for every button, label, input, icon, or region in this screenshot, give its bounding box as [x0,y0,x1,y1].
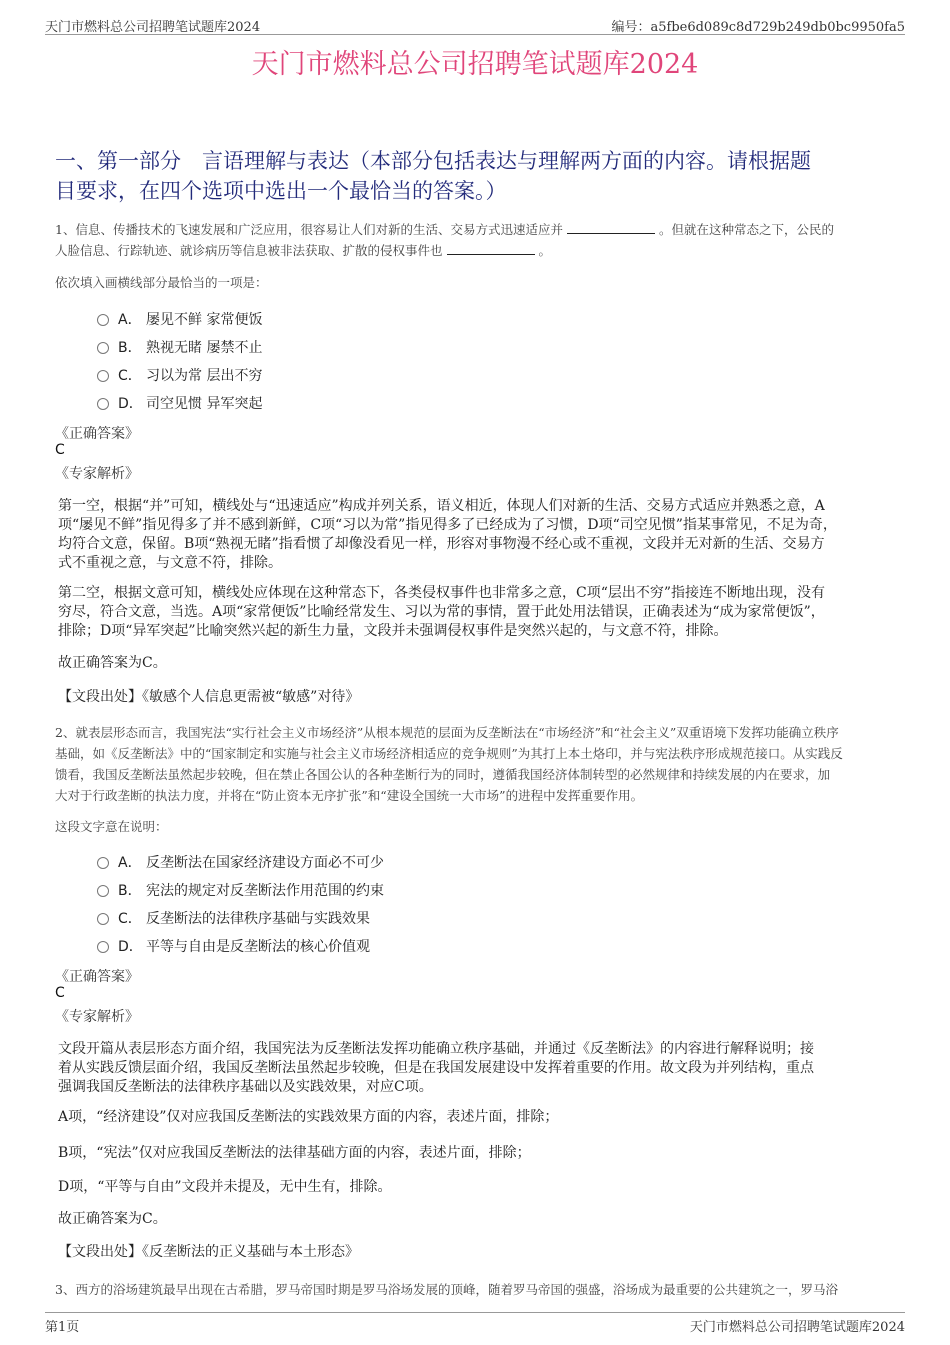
section-heading-line1: 一、第一部分 言语理解与表达（本部分包括表达与理解两方面的内容。请根据题 [55,149,811,173]
option-text: 习以为常 层出不穷 [146,368,263,384]
option-key: C． [118,368,142,384]
document-title: 天门市燃料总公司招聘笔试题库2024 [251,49,699,80]
q1-prompt: 依次填入画横线部分最恰当的一项是： [55,275,268,290]
q2-line: 大对于行政垄断的执法力度，并将在“防止资本无序扩张”和“建设全国统一大市场”的进程中发挥重要作用。 [55,788,644,803]
q2-option-d[interactable] [97,936,370,956]
q2-answer: C [55,985,65,1001]
question-1-stem [55,219,895,261]
q1-conclusion: 故正确答案为C。 [58,655,167,671]
analysis-line: 着从实践反馈层面介绍，我国反垄断法虽然起步较晚，但是在我国发展建设中发挥着重要的作用。故文段为并列结构，重点 [58,1060,814,1076]
q1-analysis-label: 《专家解析》 [55,466,139,482]
q1-text-c: 人脸信息、行踪轨迹、就诊病历等信息被非法获取、扩散的侵权事件也 [55,243,443,258]
section-heading [55,146,895,206]
q2-conclusion: 故正确答案为C。 [58,1211,167,1227]
q2-analysis-label: 《专家解析》 [55,1009,139,1025]
option-text: 司空见惯 异军突起 [146,396,263,412]
q2-answer-label: 《正确答案》 [55,969,139,985]
q1-option-b[interactable] [97,337,262,357]
option-key: C． [118,911,142,927]
q2-analysis-option-d: D项，“平等与自由”文段并未提及，无中生有，排除。 [58,1179,392,1195]
q1-text-b: 。但就在这种常态之下，公民的 [658,222,834,237]
q1-option-d[interactable] [97,393,262,413]
analysis-line: 排除；D项“异军突起”比喻突然兴起的新生力量，文段并未强调侵权事件是突然兴起的，与文意不符，排除。 [58,623,728,639]
q2-analysis-option-b: B项，“宪法”仅对应我国反垄断法的法律基础方面的内容，表述片面，排除； [58,1145,531,1161]
footer-title: 天门市燃料总公司招聘笔试题库2024 [689,1320,905,1335]
q1-line1 [55,219,895,240]
analysis-line: 式不重视之意，与文意不符，排除。 [58,555,282,571]
q2-prompt: 这段文字意在说明： [55,819,168,834]
option-text: 宪法的规定对反垄断法作用范围的约束 [146,883,384,899]
option-key: B． [118,883,142,899]
analysis-line: 项“屡见不鲜”指见得多了并不感到新鲜，C项“习以为常”指见得多了已经成为了习惯，D项“司空见惯”指某事常见，不足为奇， [58,517,837,533]
q2-analysis-paragraph-1 [58,1040,898,1097]
q1-analysis-paragraph-2 [58,584,898,641]
radio-icon[interactable] [97,885,109,897]
q1-source: 【文段出处】《敏感个人信息更需被“敏感”对待》 [58,689,360,705]
q1-text-d: 。 [538,243,552,258]
option-key: D． [118,939,143,955]
option-text: 平等与自由是反垄断法的核心价值观 [146,939,370,955]
blank-1 [567,223,655,234]
analysis-line: 强调我国反垄断法的法律秩序基础以及实践效果，对应C项。 [58,1079,433,1095]
q2-line: 基础，如《反垄断法》中的“国家制定和实施与社会主义市场经济相适应的竞争规则”为其打上本土烙印，并与宪法秩序形成规范接口。从实践反 [55,746,843,761]
analysis-line: 穷尽，符合文意，当选。A项“家常便饭”比喻经常发生、习以为常的事情，置于此处用法错误，正确表述为“成为家常便饭”， [58,604,825,620]
radio-icon[interactable] [97,370,109,382]
blank-2 [447,244,535,255]
option-key: B． [118,340,142,356]
q2-line: 馈看，我国反垄断法虽然起步较晚，但在禁止各国公认的各种垄断行为的同时，遵循我国经济体制转型的必然规律和持续发展的内在要求，加 [55,767,831,782]
q2-option-b[interactable] [97,880,384,900]
question-2-stem [55,722,895,806]
option-text: 屡见不鲜 家常便饭 [146,312,263,328]
option-key: D． [118,396,143,412]
radio-icon[interactable] [97,342,109,354]
q2-option-a[interactable] [97,852,384,872]
radio-icon[interactable] [97,941,109,953]
page-number: 第1页 [45,1320,80,1335]
analysis-line: 第二空，根据文意可知，横线处应体现在这种常态下，各类侵权事件也非常多之意，C项“层出不穷”指接连不断地出现，没有 [58,585,826,601]
option-text: 熟视无睹 屡禁不止 [146,340,263,356]
q1-answer: C [55,442,65,458]
section-heading-line2: 目要求，在四个选项中选出一个最恰当的答案。） [55,179,507,203]
option-key: A． [118,855,142,871]
q2-analysis-option-a: A项，“经济建设”仅对应我国反垄断法的实践效果方面的内容，表述片面，排除； [58,1109,559,1125]
q2-option-c[interactable] [97,908,370,928]
q1-analysis-paragraph-1 [58,497,898,573]
q2-source: 【文段出处】《反垄断法的正义基础与本土形态》 [58,1244,359,1260]
analysis-line: 文段开篇从表层形态方面介绍，我国宪法为反垄断法发挥功能确立秩序基础，并通过《反垄断法》的内容进行解释说明；接 [58,1041,814,1057]
option-key: A． [118,312,142,328]
q1-line2 [55,240,895,261]
page-header [45,14,905,35]
analysis-line: 第一空，根据“并”可知，横线处与“迅速适应”构成并列关系，语义相近，体现人们对新的生活、交易方式适应并熟悉之意，A [58,498,825,514]
analysis-line: 均符合文意，保留。B项“熟视无睹”指看惯了却像没看见一样，形容对事物漫不经心或不重视，文段并无对新的生活、交易方 [58,536,825,552]
q1-option-a[interactable] [97,309,262,329]
header-serial: 编号：a5fbe6d089c8d729b249db0bc9950fa5 [611,20,905,35]
q2-line: 2、就表层形态而言，我国宪法“实行社会主义市场经济”从根本规范的层面为反垄断法在“市场经济”和“社会主义”双重语境下发挥功能确立秩序 [55,725,839,740]
radio-icon[interactable] [97,398,109,410]
question-3-stem: 3、西方的浴场建筑最早出现在古希腊，罗马帝国时期是罗马浴场发展的顶峰，随着罗马帝国的强盛，浴场成为最重要的公共建筑之一，罗马浴 [55,1282,838,1297]
radio-icon[interactable] [97,314,109,326]
q1-text-a: 1、信息、传播技术的飞速发展和广泛应用，很容易让人们对新的生活、交易方式迅速适应并 [55,222,563,237]
page-footer [45,1312,905,1333]
radio-icon[interactable] [97,857,109,869]
option-text: 反垄断法的法律秩序基础与实践效果 [146,911,370,927]
q1-answer-label: 《正确答案》 [55,426,139,442]
q1-option-c[interactable] [97,365,262,385]
header-title: 天门市燃料总公司招聘笔试题库2024 [45,20,261,35]
radio-icon[interactable] [97,913,109,925]
option-text: 反垄断法在国家经济建设方面必不可少 [146,855,384,871]
